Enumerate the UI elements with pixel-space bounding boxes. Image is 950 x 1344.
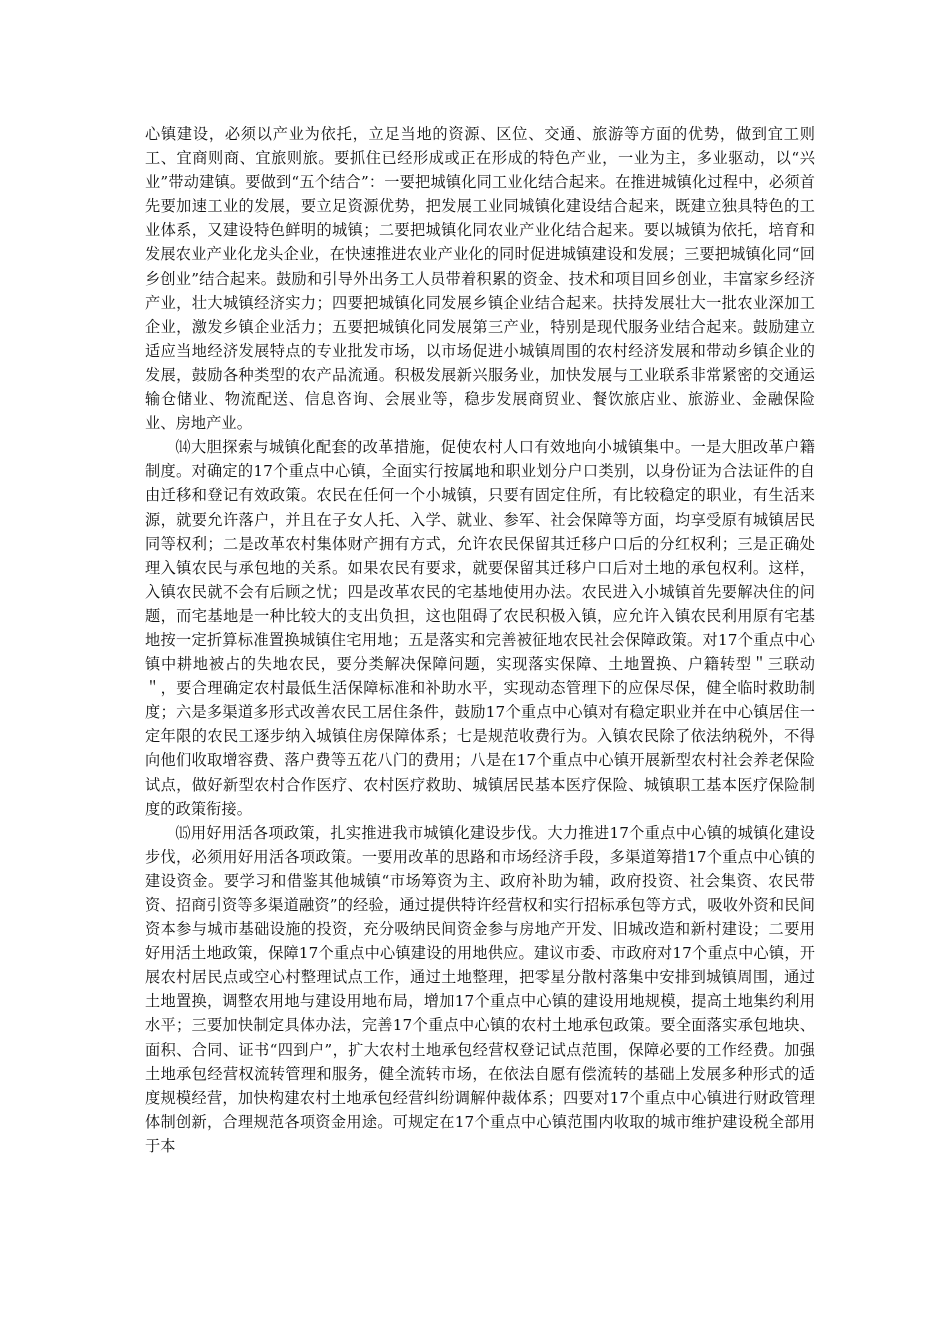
body-paragraph-3: ⒂用好用活各项政策，扎实推进我市城镇化建设步伐。大力推进17个重点中心镇的城镇化建设步伐，必须用好用活各项政策。一要用改革的思路和市场经济手段，多渠道筹措17个重点中心镇的建设资金。要学习和借鉴其他城镇“市场筹资为主、政府补助为辅，政府投资、社会集资、农民带资、招商引资等多渠道融资”的经验，通过提供特许经营权和实行招标承包等方式，吸收外资和民间资本参与城市基础设施的投资，充分吸纳民间资金参与房地产开发、旧城改造和新村建设；二要用好用活土地政策，保障17个重点中心镇建设的用地供应。建议市委、市政府对17个重点中心镇，开展农村居民点或空心村整理试点工作，通过土地整理，把零星分散村落集中安排到城镇周围，通过土地置换，调整农用地与建设用地布局，增加17个重点中心镇的建设用地规模，提高土地集约利用水平；三要加快制定具体办法，完善17个重点中心镇的农村土地承包政策。要全面落实承包地块、面积、合同、证书“四到户”，扩大农村土地承包经营权登记试点范围，保障必要的工作经费。加强土地承包经营权流转管理和服务，健全流转市场，在依法自愿有偿流转的基础上发展多种形式的适度规模经营，加快构建农村土地承包经营纠纷调解仲裁体系；四要对17个重点中心镇进行财政管理体制创新，合理规范各项资金用途。可规定在17个重点中心镇范围内收取的城市维护建设税全部用于本 — [145, 823, 815, 1155]
document-page — [145, 122, 815, 1158]
body-paragraph-1: 心镇建设，必须以产业为依托，立足当地的资源、区位、交通、旅游等方面的优势，做到宜工则工、宜商则商、宜旅则旅。要抓住已经形成或正在形成的特色产业，一业为主，多业驱动，以“兴业”带动建镇。要做到“五个结合”：一要把城镇化同工业化结合起来。在推进城镇化过程中，必须首先要加速工业的发展，要立足资源优势，把发展工业同城镇化建设结合起来，既建立独具特色的工业体系，又建设特色鲜明的城镇；二要把城镇化同农业产业化结合起来。要以城镇为依托，培育和发展农业产业化龙头企业，在快速推进农业产业化的同时促进城镇建设和发展；三要把城镇化同“回乡创业”结合起来。鼓励和引导外出务工人员带着积累的资金、技术和项目回乡创业，丰富家乡经济产业，壮大城镇经济实力；四要把城镇化同发展乡镇企业结合起来。扶持发展壮大一批农业深加工企业，激发乡镇企业活力；五要把城镇化同发展第三产业，特别是现代服务业结合起来。鼓励建立适应当地经济发展特点的专业批发市场，以市场促进小城镇周围的农村经济发展和带动乡镇企业的发展，鼓励各种类型的农产品流通。积极发展新兴服务业，加快发展与工业联系非常紧密的交通运输仓储业、物流配送、信息咨询、会展业等，稳步发展商贸业、餐饮旅店业、旅游业、金融保险业、房地产业。 — [145, 125, 815, 433]
body-paragraph-2: ⒁大胆探索与城镇化配套的改革措施，促使农村人口有效地向小城镇集中。一是大胆改革户籍制度。对确定的17个重点中心镇，全面实行按属地和职业划分户口类别，以身份证为合法证件的自由迁移和登记有效政策。农民在任何一个小城镇，只要有固定住所，有比较稳定的职业，有生活来源，就要允许落户，并且在子女人托、入学、就业、参军、社会保障等方面，均享受原有城镇居民同等权利；二是改革农村集体财产拥有方式，允许农民保留其迁移户口后的分红权利；三是正确处理入镇农民与承包地的关系。如果农民有要求，就要保留其迁移户口后对土地的承包权利。这样，入镇农民就不会有后顾之忧；四是改革农民的宅基地使用办法。农民进入小城镇首先要解决住的问题，而宅基地是一种比较大的支出负担，这也阻碍了农民积极入镇，应允许入镇农民利用原有宅基地按一定折算标准置换城镇住宅用地；五是落实和完善被征地农民社会保障政策。对17个重点中心镇中耕地被占的失地农民，要分类解决保障问题，实现落实保障、土地置换、户籍转型＂三联动＂，要合理确定农村最低生活保障标准和补助水平，实现动态管理下的应保尽保，健全临时救助制度；六是多渠道多形式改善农民工居住条件，鼓励17个重点中心镇对有稳定职业并在中心镇居住一定年限的农民工逐步纳入城镇住房保障体系；七是规范收费行为。入镇农民除了依法纳税外，不得向他们收取增容费、落户费等五花八门的费用；八是在17个重点中心镇开展新型农村社会养老保险试点，做好新型农村合作医疗、农村医疗救助、城镇居民基本医疗保险、城镇职工基本医疗保险制度的政策衔接。 — [145, 438, 815, 818]
